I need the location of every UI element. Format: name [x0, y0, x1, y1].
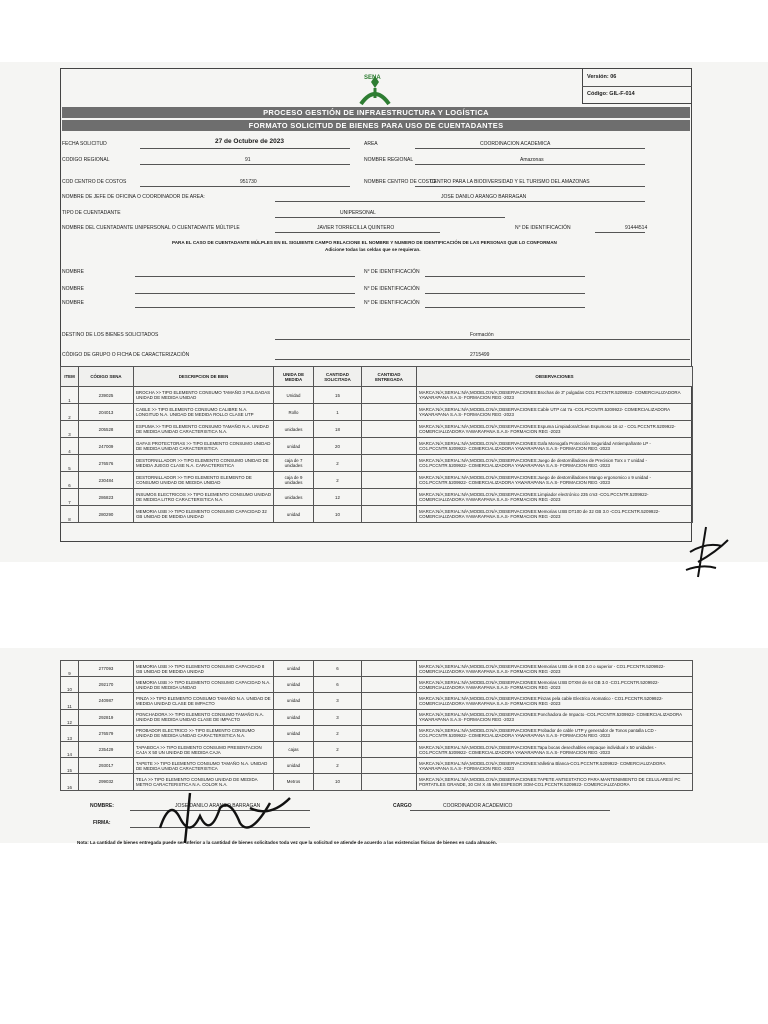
grupo-value: 2715499	[470, 352, 490, 358]
item-delivered	[362, 693, 417, 709]
area-value: COORDINACION ACADEMICA	[480, 141, 551, 147]
item-delivered	[362, 438, 417, 455]
table-row	[61, 661, 693, 677]
item-number: 2	[61, 404, 79, 421]
header-code: CÓDIGO SENA	[79, 367, 134, 387]
table-row	[61, 741, 693, 757]
item-number: 14	[61, 741, 79, 757]
table-row	[61, 489, 693, 506]
id-value: 91444514	[625, 225, 648, 231]
multiple-note-2: Adicione todas las celdas que se requieran.	[325, 247, 421, 252]
item-unit: Unidad	[274, 387, 314, 404]
item-code: 286823	[79, 489, 134, 506]
item-unit: unidad	[274, 506, 314, 523]
item-code: 204013	[79, 404, 134, 421]
item-observations: MARCA:N/A;SERIAL:N/A;MODELO:N/A;OBSERVACIONES:Valletina Blanca-CO1.PCCNTR.5209922- COMERCIALIZADORA YAWARAPANA S.A.S- FORMACION REG -2023	[417, 758, 693, 774]
item-observations: MARCA:N/A;SERIAL:N/A;MODELO:N/A;OBSERVACIONES:Gafa Monogafa Protección Seguridad Antiempañante LP - CO1.PCCNTR.5209922- COMERCIALIZADORA YAWARAPANA S.A.S- FORMACION REG -2023	[417, 438, 693, 455]
cuentadante-label: NOMBRE DEL CUENTADANTE UNIPERSONAL O CUENTADANTE MÚLTIPLE	[62, 225, 240, 231]
footer-note: Nota: La cantidad de bienes entregada puede ser inferior a la cantidad de bienes solicitados toda vez que la solicitud se atiende de acuerdo a las existencias físicas de bienes en cada almacén.	[77, 840, 497, 845]
item-quantity: 6	[314, 677, 362, 693]
item-quantity: 3	[314, 709, 362, 725]
item-code: 235429	[79, 741, 134, 757]
process-title: PROCESO GESTIÓN DE INFRAESTRUCTURA Y LOGÍSTICA	[62, 107, 690, 118]
item-delivered	[362, 387, 417, 404]
item-observations: MARCA:N/A;SERIAL:N/A;MODELO:N/A;OBSERVACIONES:Juego de destornilladores de Precision Torx x 7 unidad - CO1.PCCNTR.5209922- COMERCIALIZADORA YAWARAPANA S.A.S- FORMACION REG -2023	[417, 455, 693, 472]
item-number: 7	[61, 489, 79, 506]
nombre-regional-label: NOMBRE REGIONAL	[364, 157, 414, 163]
tipo-label: TIPO DE CUENTADANTE	[62, 210, 121, 216]
item-observations: MARCA:N/A;SERIAL:N/A;MODELO:N/A;OBSERVACIONES:Cable UTP cat 7a -CO1.PCCNTR.5209922- COMERCIALIZADORA YAWARAPANA S.A.S- FORMACION REG -2023	[417, 404, 693, 421]
multiple-note: PARA EL CASO DE CUENTADANTE MÚLPLES EN EL SIGUIENTE CAMPO RELACIONE EL NOMBRE Y NUMERO DE IDENTIFICACIÓN DE LAS PERSONAS QUE LO CONFORMAN	[172, 240, 557, 245]
item-unit: unidad	[274, 438, 314, 455]
item-description: DESTORNILLADOR >> TIPO ELEMENTO ELEMENTO DE CONSUMO UNIDAD DE MEDIDA UNIDAD	[134, 472, 274, 489]
table-row	[61, 455, 693, 472]
table-row	[61, 758, 693, 774]
item-description: TAPETE >> TIPO ELEMENTO CONSUMO TAMAÑO N.A. UNIDAD DE MEDIDA UNIDAD CARACTERISTICA	[134, 758, 274, 774]
table-row	[61, 725, 693, 741]
item-quantity: 15	[314, 387, 362, 404]
item-description: PONCHADORA >> TIPO ELEMENTO CONSUMO TAMAÑO N.A. UNIDAD DE MEDIDA UNIDAD CLASE DE IMPACTO	[134, 709, 274, 725]
table-row	[61, 387, 693, 404]
item-code: 276576	[79, 455, 134, 472]
jefe-value: JOSE DANILO ARANGO BARRAGAN	[441, 194, 527, 200]
item-delivered	[362, 455, 417, 472]
item-quantity: 2	[314, 741, 362, 757]
item-delivered	[362, 774, 417, 790]
item-observations: MARCA:N/A;SERIAL:N/A;MODELO:N/A;OBSERVACIONES:Espuma Limpiadora/Clean Espumoso 16 oz - CO1.PCCNTR.5209922- COMERCIALIZADORA YAWARAPANA S.A.S- FORMACION REG -2023	[417, 421, 693, 438]
item-unit: Metros	[274, 774, 314, 790]
items-table-1	[60, 366, 693, 523]
item-code: 276579	[79, 725, 134, 741]
nombre-centro-label: NOMBRE CENTRO DE COSTO	[364, 179, 436, 185]
item-number: 12	[61, 709, 79, 725]
header-unit: UNIDA DE MEDIDA	[274, 367, 314, 387]
code-label: Código: GIL-F-014	[587, 91, 635, 97]
item-description: DESTORNILLADOR >> TIPO ELEMENTO CONSUMO UNIDAD DE MEDIDA JUEGO CLASE N.A. CARACTERISTICA	[134, 455, 274, 472]
table-row	[61, 709, 693, 725]
footer-cargo-value: COORDINADOR ACADEMICO	[443, 803, 513, 809]
item-delivered	[362, 661, 417, 677]
item-delivered	[362, 472, 417, 489]
item-unit: unidad	[274, 709, 314, 725]
item-unit: Rollo	[274, 404, 314, 421]
item-number: 10	[61, 677, 79, 693]
item-delivered	[362, 741, 417, 757]
item-number: 13	[61, 725, 79, 741]
header-delivered: CANTIDAD ENTREGADA	[362, 367, 417, 387]
item-number: 16	[61, 774, 79, 790]
format-title: FORMATO SOLICITUD DE BIENES PARA USO DE CUENTADANTES	[62, 120, 690, 131]
item-code: 230484	[79, 472, 134, 489]
item-delivered	[362, 421, 417, 438]
table-row	[61, 677, 693, 693]
item-unit: unidad	[274, 661, 314, 677]
item-quantity: 2	[314, 758, 362, 774]
item-observations: MARCA:N/A;SERIAL:N/A;MODELO:N/A;OBSERVACIONES:Limpiador electrónico 235 cm3 -CO1.PCCNTR.5209922- COMERCIALIZADORA YAWARAPANA S.A.S- FORMACION REG -2023	[417, 489, 693, 506]
items-table-2	[60, 660, 693, 791]
item-quantity: 12	[314, 489, 362, 506]
id-label-1: N° DE IDENTIFICACIÓN	[364, 269, 420, 275]
item-unit: caja de 9 unidades	[274, 472, 314, 489]
table-row	[61, 438, 693, 455]
item-number: 5	[61, 455, 79, 472]
item-number: 4	[61, 438, 79, 455]
item-code: 280290	[79, 506, 134, 523]
item-code: 292170	[79, 677, 134, 693]
item-quantity: 2	[314, 455, 362, 472]
item-observations: MARCA:N/A;SERIAL:N/A;MODELO:N/A;OBSERVACIONES:Memorias USB DT100 de 32 GB 3.0 -CO1.PCCNTR.5209922- COMERCIALIZADORA YAWARAPANA S.A.S- FORMACION REG -2023	[417, 506, 693, 523]
codigo-regional-label: CODIGO REGIONAL	[62, 157, 110, 163]
item-delivered	[362, 506, 417, 523]
item-description: TAPABOCA >> TIPO ELEMENTO CONSUMO PRESENTACION CAJA X 50 UN UNIDAD DE MEDIDA CAJA	[134, 741, 274, 757]
item-description: PINZA >> TIPO ELEMENTO CONSUMO TAMAÑO N.A. UNIDAD DE MEDIDA UNIDAD CLASE DE IMPACTO	[134, 693, 274, 709]
item-observations: MARCA:N/A;SERIAL:N/A;MODELO:N/A;OBSERVACIONES:Probador de cable UTP y generador de Tonos pantalla LCD - CO1.PCCNTR.5209922- COMERCIALIZADORA YAWARAPANA S.A.S- FORMACION REG -2023	[417, 725, 693, 741]
item-delivered	[362, 677, 417, 693]
destino-label: DESTINO DE LOS BIENES SOLICITADOS	[62, 332, 159, 338]
version-label: Versión: 06	[587, 74, 617, 80]
cod-centro-label: COD CENTRO DE COSTOS	[62, 179, 127, 185]
item-unit: unidad	[274, 725, 314, 741]
item-number: 11	[61, 693, 79, 709]
item-code: 293017	[79, 758, 134, 774]
item-description: MEMORIA USB >> TIPO ELEMENTO CONSUMO CAPACIDAD N.A. UNIDAD DE MEDIDA UNIDAD	[134, 677, 274, 693]
footer-nombre-label: NOMBRE:	[90, 803, 114, 809]
item-observations: MARCA:N/A;SERIAL:N/A;MODELO:N/A;OBSERVACIONES:Juego de destornilladores Mango ergonomico x 9 unidad - CO1.PCCNTR.5209922- COMERCIALIZADORA YAWARAPANA S.A.S- FORMACION REG -2023	[417, 472, 693, 489]
item-quantity: 20	[314, 438, 362, 455]
item-unit: caja de 7 unidades	[274, 455, 314, 472]
footer-firma-label: FIRMA:	[93, 820, 111, 826]
item-quantity: 2	[314, 725, 362, 741]
jefe-label: NOMBRE DE JEFE DE OFICINA O COORDINADOR DE AREA:	[62, 194, 205, 200]
item-quantity: 2	[314, 472, 362, 489]
item-code: 239025	[79, 387, 134, 404]
item-description: ESPUMA >> TIPO ELEMENTO CONSUMO TAMAÑO N.A. UNIDAD DE MEDIDA UNIDAD CARACTERISTICA N.A.	[134, 421, 274, 438]
item-delivered	[362, 758, 417, 774]
item-code: 277093	[79, 661, 134, 677]
codigo-regional-value: 91	[245, 157, 251, 163]
item-number: 9	[61, 661, 79, 677]
item-delivered	[362, 709, 417, 725]
item-unit: unidades	[274, 489, 314, 506]
item-quantity: 3	[314, 693, 362, 709]
id-label: N° DE IDENTIFICACIÓN	[515, 225, 571, 231]
header-qty: CANTIDAD SOLICITADA	[314, 367, 362, 387]
item-description: INSUMOS ELECTRICOS >> TIPO ELEMENTO CONSUMO UNIDAD DE MEDIDA LITRO CARACTERISTICA N.A.	[134, 489, 274, 506]
item-quantity: 6	[314, 661, 362, 677]
item-unit: unidad	[274, 677, 314, 693]
item-description: MEMORIA USB >> TIPO ELEMENTO CONSUMO CAPACIDAD 32 GB UNIDAD DE MEDIDA UNIDAD	[134, 506, 274, 523]
id-label-3: N° DE IDENTIFICACIÓN	[364, 300, 420, 306]
item-description: TELA >> TIPO ELEMENTO CONSUMO UNIDAD DE MEDIDA METRO CARACTERISTICA N.A. COLOR N.A.	[134, 774, 274, 790]
item-number: 15	[61, 758, 79, 774]
item-unit: cajas	[274, 741, 314, 757]
nombre-label-1: NOMBRE	[62, 269, 84, 275]
item-code: 299032	[79, 774, 134, 790]
item-observations: MARCA:N/A;SERIAL:N/A;MODELO:N/A;OBSERVACIONES:Tapa bocas desechables empaque individual x 50 unidades - CO1.PCCNTR.5209922- COMERCIALIZADORA YAWARAPANA S.A.S- FORMACION REG -2023	[417, 741, 693, 757]
header-obs: OBSERVACIONES	[417, 367, 693, 387]
item-observations: MARCA:N/A;SERIAL:N/A;MODELO:N/A;OBSERVACIONES:Ponchadora de Impacto -CO1.PCCNTR.5209922- COMERCIALIZADORA YAWARAPANA S.A.S- FORMACION REG -2023	[417, 709, 693, 725]
item-number: 6	[61, 472, 79, 489]
nombre-centro-value: CENTRO PARA LA BIODIVERSIDAD Y EL TURISMO DEL AMAZONAS	[430, 179, 590, 185]
item-observations: MARCA:N/A;SERIAL:N/A;MODELO:N/A;OBSERVACIONES:Pinzas pela cable Electrico Atomatico - CO1.PCCNTR.5209922- COMERCIALIZADORA YAWARAPANA S.A.S- FORMACION REG -2023	[417, 693, 693, 709]
cuentadante-value: JAVIER TORRECILLA QUINTERO	[317, 225, 395, 231]
item-code: 292819	[79, 709, 134, 725]
footer-cargo-label: CARGO	[393, 803, 412, 809]
item-description: PROBADOR ELECTRICO >> TIPO ELEMENTO CONSUMO UNIDAD DE MEDIDA UNIDAD CARACTERISTICA N.A.	[134, 725, 274, 741]
item-observations: MARCA:N/A;SERIAL:N/A;MODELO:N/A;OBSERVACIONES:TAPETE ANTIESTATICO PARA MANTENIMIENTO DE CELULARES/ PC PORTATILES GRANDE, 30 CM X 45 MM ESPESOR 3OM-CO1.PCCNTR.5209922- COMERCIALIZADORA	[417, 774, 693, 790]
nombre-label-3: NOMBRE	[62, 300, 84, 306]
form-page-1	[0, 62, 768, 562]
fecha-value: 27 de Octubre de 2023	[215, 138, 285, 145]
table-row	[61, 472, 693, 489]
destino-value: Formación	[470, 332, 494, 338]
signature-icon	[150, 788, 300, 848]
item-delivered	[362, 404, 417, 421]
item-code: 240987	[79, 693, 134, 709]
footer-nombre-value: JOSE DANILO ARANGO BARRAGAN	[175, 803, 261, 809]
header-item: ITEM	[61, 367, 79, 387]
item-description: MEMORIA USB >> TIPO ELEMENTO CONSUMO CAPACIDAD 8 GB UNIDAD DE MEDIDA UNIDAD	[134, 661, 274, 677]
item-quantity: 1	[314, 404, 362, 421]
item-description: CABLE >> TIPO ELEMENTO CONSUMO CALIBRE N.A. LONGITUD N.A. UNIDAD DE MEDIDA ROLLO CLASE UTP	[134, 404, 274, 421]
logo-text: SENA	[364, 75, 381, 81]
grupo-label: CÓDIGO DE GRUPO O FICHA DE CARACTERIZACIÓN	[62, 352, 190, 358]
table-row	[61, 506, 693, 523]
item-delivered	[362, 489, 417, 506]
form-page-2	[0, 648, 768, 843]
id-label-2: N° DE IDENTIFICACIÓN	[364, 286, 420, 292]
item-code: 205528	[79, 421, 134, 438]
item-observations: MARCA:N/A;SERIAL:N/A;MODELO:N/A;OBSERVACIONES:Brochas de 3" pulgadas CO1.PCCNTR.5209922- COMERCIALIZADORA YAWARAPANA S.A.S- FORMACION REG -2023	[417, 387, 693, 404]
item-code: 247009	[79, 438, 134, 455]
tipo-value: UNIPERSONAL	[340, 210, 376, 216]
area-label: AREA	[364, 141, 378, 147]
nombre-regional-value: Amazonas	[520, 157, 544, 163]
item-unit: unidades	[274, 421, 314, 438]
item-quantity: 18	[314, 421, 362, 438]
item-observations: MARCA:N/A;SERIAL:N/A;MODELO:N/A;OBSERVACIONES:Memorias USB de 8 GB 2.0 o superior - CO1.PCCNTR.5209922- COMERCIALIZADORA YAWARAPANA S.A.S- FORMACION REG -2023	[417, 661, 693, 677]
item-description: BROCHA >> TIPO ELEMENTO CONSUMO TAMAÑO 3 PULGADAS UNIDAD DE MEDIDA UNIDAD	[134, 387, 274, 404]
item-delivered	[362, 725, 417, 741]
header-desc: DESCRIPCION DE BIEN	[134, 367, 274, 387]
item-quantity: 10	[314, 506, 362, 523]
item-unit: unidad	[274, 758, 314, 774]
item-number: 1	[61, 387, 79, 404]
item-observations: MARCA:N/A;SERIAL:N/A;MODELO:N/A;OBSERVACIONES:Memorias USB DTXM de 64 GB 3.0 -CO1.PCCNTR.5209922- COMERCIALIZADORA YAWARAPANA S.A.S- FORMACION REG -2023	[417, 677, 693, 693]
table-row	[61, 404, 693, 421]
table-row	[61, 421, 693, 438]
signature-mark-icon	[676, 522, 736, 582]
fecha-label: FECHA SOLICITUD	[62, 141, 107, 147]
item-unit: unidad	[274, 693, 314, 709]
nombre-label-2: NOMBRE	[62, 286, 84, 292]
item-number: 3	[61, 421, 79, 438]
item-quantity: 10	[314, 774, 362, 790]
item-description: GAFAS PROTECTORAS >> TIPO ELEMENTO CONSUMO UNIDAD DE MEDIDA UNIDAD CARACTERISTICA	[134, 438, 274, 455]
item-number: 8	[61, 506, 79, 523]
table-row	[61, 693, 693, 709]
cod-centro-value: 951730	[240, 179, 257, 185]
